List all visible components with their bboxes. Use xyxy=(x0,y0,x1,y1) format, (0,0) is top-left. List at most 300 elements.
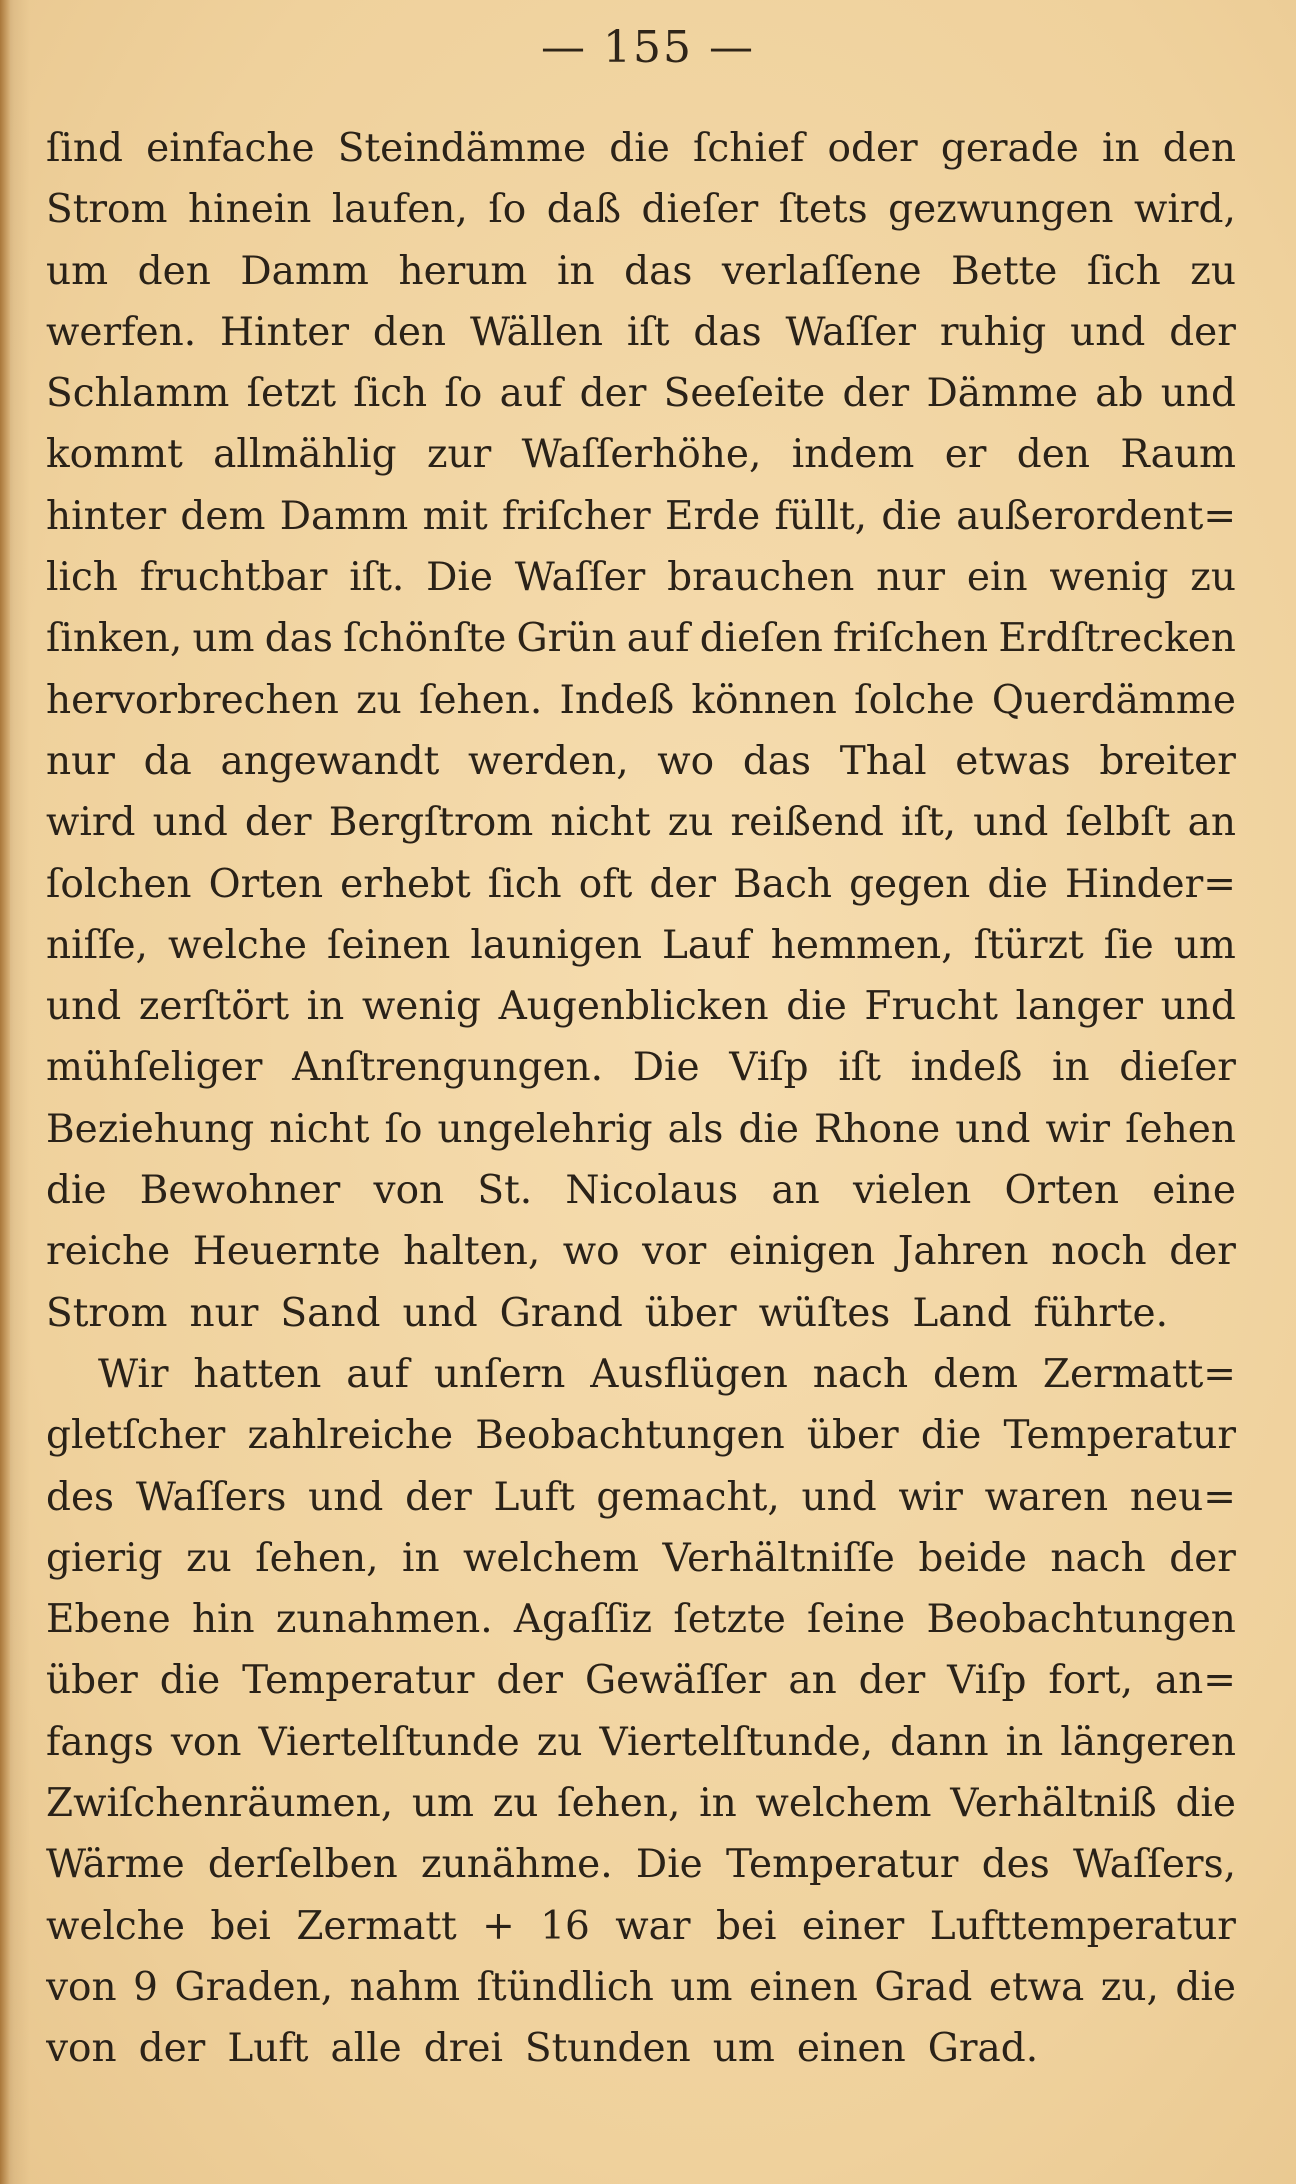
word: da xyxy=(143,738,192,784)
word: Orten xyxy=(208,861,324,907)
text-line xyxy=(46,2018,1236,2079)
word: neu= xyxy=(1129,1474,1236,1520)
word: die xyxy=(46,1168,107,1214)
word: beide xyxy=(918,1535,1027,1581)
word: iſt. xyxy=(349,555,405,601)
word: dieſen xyxy=(699,616,823,662)
word: um xyxy=(670,1964,733,2010)
word: der xyxy=(138,2026,206,2072)
word: Anſtrengungen. xyxy=(292,1045,604,1091)
word: waren xyxy=(984,1474,1109,1520)
word: der xyxy=(842,371,910,417)
word: und xyxy=(152,800,228,846)
word: von xyxy=(46,2026,117,2072)
word: ſetzte xyxy=(673,1597,786,1643)
word: er xyxy=(944,432,987,478)
word: werden, xyxy=(467,738,629,784)
word: friſchen xyxy=(833,616,989,662)
word: nahm xyxy=(349,1964,461,2010)
word: auf xyxy=(346,1351,410,1397)
word: Temperatur xyxy=(242,1658,475,1704)
word: zu xyxy=(1190,555,1236,601)
word: indeß xyxy=(910,1045,1023,1091)
word: zahlreiche xyxy=(247,1413,454,1459)
word: ſtets xyxy=(778,187,868,233)
text-line xyxy=(46,241,1236,302)
word: brauchen xyxy=(667,555,855,601)
word: welchem xyxy=(755,1781,932,1827)
word: ſtündlich xyxy=(476,1964,654,2010)
word: bei xyxy=(210,1903,271,1949)
word: ſo xyxy=(444,371,483,417)
word: und xyxy=(1160,371,1236,417)
word: der xyxy=(496,1658,564,1704)
word: ungelehrig xyxy=(437,1106,653,1152)
word: in xyxy=(556,248,595,294)
text-line xyxy=(46,1650,1236,1711)
word: in xyxy=(401,1535,440,1581)
word: des xyxy=(981,1842,1050,1888)
word: oft xyxy=(578,861,633,907)
word: auf xyxy=(499,371,563,417)
text-line xyxy=(46,1896,1236,1957)
word: ab xyxy=(1095,371,1144,417)
word: langer xyxy=(1015,984,1144,1030)
word: Verhältniß xyxy=(950,1781,1157,1827)
word: war xyxy=(615,1903,691,1949)
word: gezwungen xyxy=(888,187,1114,233)
word: etwa xyxy=(988,1964,1085,2010)
word: Luft xyxy=(227,2026,309,2072)
word: wenig xyxy=(1049,555,1169,601)
word: füllt, xyxy=(774,493,868,539)
word: Steindämme xyxy=(337,126,587,171)
word: Wällen xyxy=(469,309,604,355)
word: Die xyxy=(635,1842,703,1888)
word: eine xyxy=(1152,1168,1236,1214)
word: über xyxy=(644,1290,737,1336)
word: lich xyxy=(46,555,118,601)
text-line xyxy=(46,731,1236,792)
word: des xyxy=(46,1474,115,1520)
word: zu, xyxy=(1100,1964,1159,2010)
text-line xyxy=(46,792,1236,853)
word: hinein xyxy=(188,187,312,233)
word: in xyxy=(1051,1045,1090,1091)
word: Waſſer xyxy=(785,309,917,355)
text-line xyxy=(46,547,1236,608)
word: friſcher xyxy=(502,493,651,539)
word: ſehen xyxy=(1125,1106,1236,1152)
word: nicht xyxy=(550,800,651,846)
word: an xyxy=(1187,800,1236,846)
text-line xyxy=(46,1589,1236,1650)
word: Grün xyxy=(516,616,617,662)
text-line xyxy=(46,1467,1236,1528)
word: Strom xyxy=(46,1290,168,1336)
word: Heuernte xyxy=(192,1229,381,1275)
word: Waſſers xyxy=(135,1474,287,1520)
word: Ebene xyxy=(46,1597,171,1643)
word: wird, xyxy=(1134,187,1236,233)
text-line xyxy=(46,915,1236,976)
word: gierig xyxy=(46,1535,163,1581)
word: nicht xyxy=(269,1106,370,1152)
word: hatten xyxy=(193,1351,322,1397)
paragraph xyxy=(46,118,1236,1344)
word: die xyxy=(987,861,1048,907)
word: Bach xyxy=(733,861,833,907)
word: fruchtbar xyxy=(139,555,328,601)
word: ſich xyxy=(1086,248,1161,294)
word: ſo xyxy=(384,1106,423,1152)
word: über xyxy=(806,1413,899,1459)
text-line xyxy=(46,1712,1236,1773)
word: um xyxy=(1173,922,1236,968)
word: Wärme xyxy=(46,1842,185,1888)
word: und xyxy=(955,1106,1031,1152)
text-line xyxy=(46,1037,1236,1098)
word: den xyxy=(137,248,211,294)
word: Temperatur xyxy=(726,1842,959,1888)
word: zunähme. xyxy=(421,1842,613,1888)
word: die xyxy=(920,1413,982,1459)
word: um xyxy=(46,248,109,294)
word: außerordent= xyxy=(956,493,1236,539)
word: zu xyxy=(492,1781,539,1827)
word: nach xyxy=(812,1351,909,1397)
word: die xyxy=(159,1658,221,1704)
word: dieſer xyxy=(1119,1045,1236,1091)
word: um xyxy=(712,2026,775,2072)
word: Waſſer xyxy=(514,555,646,601)
word: den xyxy=(372,309,447,355)
word: das xyxy=(693,309,762,355)
word: und xyxy=(973,800,1049,846)
word: in xyxy=(1005,1719,1044,1765)
word: dem xyxy=(932,1351,1018,1397)
word: Zwiſchenräumen, xyxy=(46,1781,394,1827)
text-line xyxy=(46,486,1236,547)
word: welchem xyxy=(463,1535,640,1581)
word: Ausflügen xyxy=(590,1351,788,1397)
word: der xyxy=(858,1658,926,1704)
word: und xyxy=(308,1474,384,1520)
word: von xyxy=(46,1964,117,2010)
word: in xyxy=(306,984,345,1030)
word: breiter xyxy=(1099,738,1236,784)
word: zerſtört xyxy=(138,984,290,1030)
word: an xyxy=(788,1658,837,1704)
word: vor xyxy=(642,1229,707,1275)
word: hinter xyxy=(46,493,167,539)
word: Die xyxy=(632,1045,700,1091)
word: hin xyxy=(191,1597,255,1643)
word: an= xyxy=(1154,1658,1236,1704)
word: iſt xyxy=(626,309,670,355)
word: Lauf xyxy=(662,922,751,968)
word: alle xyxy=(330,2026,402,2072)
word: 16 xyxy=(540,1903,590,1949)
word: bei xyxy=(715,1903,777,1949)
word: Damm xyxy=(279,493,409,539)
word: gegen xyxy=(849,861,971,907)
word: Agaſſiz xyxy=(513,1597,653,1643)
word: wo xyxy=(657,738,715,784)
text-line xyxy=(46,1528,1236,1589)
word: wenig xyxy=(361,984,481,1030)
word: einen xyxy=(748,1964,858,2010)
word: fangs xyxy=(46,1719,154,1765)
word: ſolche xyxy=(854,677,975,723)
word: zu xyxy=(186,1535,232,1581)
word: als xyxy=(667,1106,724,1152)
word: ſo xyxy=(488,187,527,233)
word: hervorbrechen xyxy=(46,677,339,723)
word: die xyxy=(1175,1781,1236,1827)
word: wir xyxy=(898,1474,963,1520)
page-spine-shadow xyxy=(0,0,10,2184)
word: Rhone xyxy=(814,1106,941,1152)
word: ſehen, xyxy=(255,1535,379,1581)
word: verlaſſene xyxy=(721,248,922,294)
word: Sand xyxy=(280,1290,381,1336)
paragraph xyxy=(46,1344,1236,2080)
word: ſehen, xyxy=(557,1781,681,1827)
text-line xyxy=(46,1344,1236,1405)
word: herum xyxy=(398,248,528,294)
word: in xyxy=(1102,126,1140,171)
word: Verhältniſſe xyxy=(662,1535,895,1581)
word: von xyxy=(373,1168,445,1214)
word: zu xyxy=(356,677,402,723)
word: die xyxy=(1175,1964,1236,2010)
word: nach xyxy=(1050,1535,1146,1581)
word: Thal xyxy=(839,738,927,784)
word: Stunden xyxy=(524,2026,691,2072)
word: in xyxy=(699,1781,737,1827)
word: welche xyxy=(167,922,307,968)
word: ein xyxy=(966,555,1028,601)
word: Orten xyxy=(1004,1168,1119,1214)
word: ſich xyxy=(353,371,428,417)
word: Hinter xyxy=(220,309,350,355)
text-line xyxy=(46,1957,1236,2018)
word: Zermatt xyxy=(296,1903,457,1949)
word: dem xyxy=(180,493,266,539)
word: ſich xyxy=(487,861,562,907)
word: mit xyxy=(422,493,488,539)
word: dieſer xyxy=(641,187,759,233)
word: Frucht xyxy=(864,984,998,1030)
word: ſchönſte xyxy=(343,616,507,662)
word: iſt xyxy=(838,1045,881,1091)
word: niſſe, xyxy=(46,922,148,968)
text-line xyxy=(46,1099,1236,1160)
word: den xyxy=(1016,432,1090,478)
word: Luft xyxy=(493,1474,575,1520)
word: mühſeliger xyxy=(46,1045,263,1091)
word: ſind xyxy=(46,126,123,171)
word: 9 xyxy=(133,1964,158,2010)
word: launigen xyxy=(470,922,642,968)
word: an xyxy=(771,1168,820,1214)
word: das xyxy=(264,616,333,662)
word: zu xyxy=(1190,248,1236,294)
word: Grad. xyxy=(927,2026,1039,2072)
word: halten, xyxy=(403,1229,541,1275)
text-line xyxy=(46,854,1236,915)
word: werfen. xyxy=(46,309,197,355)
word: Viſp xyxy=(729,1045,809,1091)
word: die xyxy=(609,126,670,171)
text-line xyxy=(46,302,1236,363)
word: Land xyxy=(912,1290,1012,1336)
word: hemmen, xyxy=(770,922,954,968)
word: Damm xyxy=(240,248,369,294)
text-line xyxy=(46,424,1236,485)
word: ſtürzt xyxy=(973,922,1084,968)
word: ſchief xyxy=(692,126,805,171)
word: Raum xyxy=(1120,432,1236,478)
word: können xyxy=(691,677,837,723)
word: wird xyxy=(46,800,136,846)
word: Die xyxy=(426,555,493,601)
text-line xyxy=(46,1160,1236,1221)
word: gletſcher xyxy=(46,1413,226,1459)
word: Bette xyxy=(951,248,1058,294)
word: Viertelſtunde xyxy=(258,1719,520,1765)
text-line xyxy=(46,179,1236,240)
word: oder xyxy=(827,126,918,171)
word: zunahmen. xyxy=(275,1597,493,1643)
word: Erdſtrecken xyxy=(998,616,1236,662)
word: wüſtes xyxy=(758,1290,891,1336)
text-block xyxy=(46,118,1236,2080)
word: ſelbſt xyxy=(1065,800,1171,846)
word: und xyxy=(46,984,122,1030)
word: Indeß xyxy=(559,677,675,723)
word: den xyxy=(1162,126,1236,171)
text-line xyxy=(46,976,1236,1037)
word: auf xyxy=(626,616,690,662)
word: der xyxy=(1169,309,1236,355)
word: einigen xyxy=(728,1229,876,1275)
word: einen xyxy=(796,2026,906,2072)
word: nur xyxy=(876,555,946,601)
word: Waſſerhöhe, xyxy=(521,432,762,478)
text-line xyxy=(46,1834,1236,1895)
text-line xyxy=(46,1405,1236,1466)
word: erhebt xyxy=(340,861,471,907)
word: Erde xyxy=(665,493,761,539)
word: ſolchen xyxy=(46,861,192,907)
word: iſt, xyxy=(901,800,957,846)
word: Bergſtrom xyxy=(328,800,534,846)
word: das xyxy=(624,248,693,294)
word: vielen xyxy=(853,1168,972,1214)
word: Viſp xyxy=(947,1658,1027,1704)
word: Zermatt= xyxy=(1042,1351,1236,1397)
word: Grad xyxy=(874,1964,973,2010)
word: Gewäſſer xyxy=(584,1658,767,1704)
word: führte. xyxy=(1033,1290,1169,1336)
word: der xyxy=(244,800,312,846)
word: fort, xyxy=(1048,1658,1134,1704)
word: der xyxy=(1169,1535,1236,1581)
word: dann xyxy=(890,1719,989,1765)
word: etwas xyxy=(955,738,1071,784)
word: Jahren xyxy=(897,1229,1029,1275)
word: zu xyxy=(667,800,714,846)
word: Nicolaus xyxy=(565,1168,739,1214)
word: welche xyxy=(46,1903,185,1949)
word: einer xyxy=(801,1903,905,1949)
text-line xyxy=(46,1283,1236,1344)
word: Lufttemperatur xyxy=(929,1903,1236,1949)
word: und xyxy=(1160,984,1236,1030)
word: reißend xyxy=(730,800,884,846)
text-line xyxy=(46,670,1236,731)
word: Waſſers, xyxy=(1073,1842,1236,1888)
word: Beziehung xyxy=(46,1106,255,1152)
word: der xyxy=(649,861,717,907)
word: Temperatur xyxy=(1003,1413,1236,1459)
word: Graden, xyxy=(174,1964,334,2010)
word: reiche xyxy=(46,1229,171,1275)
word: das xyxy=(742,738,812,784)
word: und xyxy=(402,1290,478,1336)
word: die xyxy=(738,1106,799,1152)
word: Querdämme xyxy=(991,677,1236,723)
word: um xyxy=(411,1781,474,1827)
word: und xyxy=(1070,309,1146,355)
word: einfache xyxy=(146,126,315,171)
text-line xyxy=(46,608,1236,669)
word: daß xyxy=(546,187,622,233)
word: Wir xyxy=(98,1351,169,1397)
word: und xyxy=(801,1474,877,1520)
word: über xyxy=(46,1658,138,1704)
word: + xyxy=(482,1903,515,1949)
text-line xyxy=(46,1773,1236,1834)
word: längeren xyxy=(1060,1719,1236,1765)
word: zur xyxy=(426,432,492,478)
word: Viertelſtunde, xyxy=(599,1719,874,1765)
text-line xyxy=(46,118,1236,179)
word: noch xyxy=(1051,1229,1147,1275)
word: Beobachtungen xyxy=(926,1597,1236,1643)
word: Beobachtungen xyxy=(475,1413,785,1459)
word: Strom xyxy=(46,187,168,233)
word: Dämme xyxy=(926,371,1079,417)
word: derſelben xyxy=(207,1842,398,1888)
word: wir xyxy=(1045,1106,1111,1152)
word: der xyxy=(1169,1229,1236,1275)
word: nur xyxy=(189,1290,259,1336)
word: Augenblicken xyxy=(498,984,769,1030)
word: ſeinen xyxy=(327,922,451,968)
word: gemacht, xyxy=(596,1474,780,1520)
word: Seeſeite xyxy=(663,371,826,417)
word: ſeine xyxy=(807,1597,906,1643)
word: ruhig xyxy=(939,309,1047,355)
word: ſetzt xyxy=(246,371,337,417)
word: drei xyxy=(423,2026,503,2072)
word: gerade xyxy=(940,126,1079,171)
word: Bewohner xyxy=(139,1168,341,1214)
word: ſie xyxy=(1103,922,1154,968)
